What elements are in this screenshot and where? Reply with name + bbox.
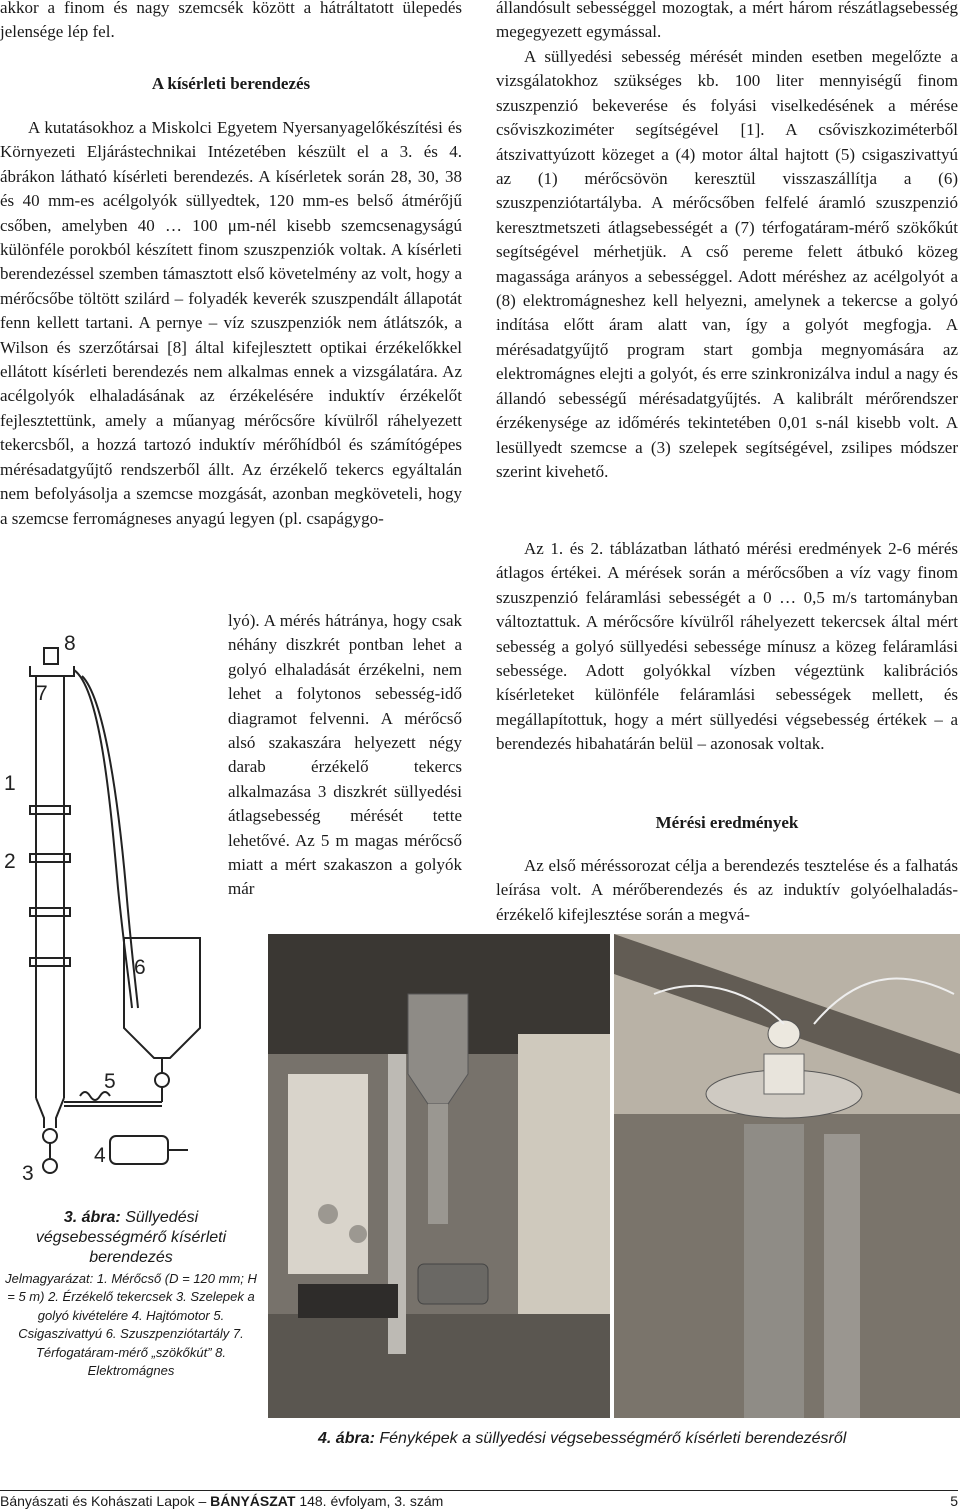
footer-journal-name: Bányászati és Kohászati Lapok – <box>0 1493 207 1509</box>
paragraph-right-3: Az 1. és 2. táblázatban látható mérési eredmények 2-6 mérés átlagos értékei. A mérések során a mérőcsőben a víz vagy finom szuszpenzió feláramlási sebességét a 0 … 0,5 m/s tartományban változtattuk. A mérőcsőre kívülről ráhelyezett tekercsek által mért sebesség a golyó süllyedési sebessége mínusz a közeg feláramlási sebessége. Adott golyókkal vízben végeztünk kalibrációs kísérleteket különféle feláramlási sebességek mellett, és megállapítottuk, hogy a mért süllyedési végsebesség értékek – a berendezés hibahatárán belül – azonosak voltak. <box>496 539 958 754</box>
footer-issue: 148. évfolyam, 3. szám <box>299 1493 444 1509</box>
diagram-label-1: 1 <box>4 772 16 795</box>
figure-3-caption <box>0 1208 262 1380</box>
page-number: 5 <box>950 1493 958 1509</box>
section-heading-apparatus: A kísérleti berendezés <box>151 74 311 93</box>
figure-3-caption-text: Süllyedési végsebességmérő kísérleti berendezés <box>35 1209 227 1266</box>
paragraph-intro: akkor a finom és nagy szemcsék között a hátráltatott ülepedés jelensége lép fel. <box>0 0 462 42</box>
screw-pump-shape <box>80 1092 110 1100</box>
paragraph-apparatus-wrap: lyó). A mérés hátránya, hogy csak néhány diszkrét pontban lehet a golyó elhaladását érzékelni, nem lehet a folytonos sebesség-idő diagramot felvenni. A mérőcső alsó szakaszára helyezett négy darab érzékelő tekercs alkalmazása 3 diszkrét süllyedési átlagsebesség mérését tette lehetővé. Az 5 m magas mérőcső miatt a mért szakaszon a golyók már <box>228 611 462 899</box>
paragraph-right-4: Az első méréssorozat célja a berendezés tesztelése és a falhatás leírása volt. A mérőberendezés és az induktív golyóelhaladás-érzékelő kifejlesztése során a megvá- <box>496 856 958 924</box>
electromagnet-shape <box>44 648 58 664</box>
figure-4-caption-text: Fényképek a süllyedési végsebességmérő kísérleti berendezésről <box>379 1430 847 1447</box>
diagram-label-7: 7 <box>36 682 48 705</box>
diagram-label-2: 2 <box>4 850 16 873</box>
figure-4-caption-label: 4. ábra: <box>318 1430 375 1447</box>
figure-4-caption <box>318 1430 846 1448</box>
figure-3-legend: Jelmagyarázat: 1. Mérőcső (D = 120 mm; H = 5 m) 2. Érzékelő tekercsek 3. Szelepek a golyó kivételére 4. Hajtómotor 5. Csigaszivattyú 6. Szuszpenziótartály 7. Térfogatáram-mérő „szökőkút” 8. Elektromágnes <box>5 1271 257 1379</box>
diagram-label-3: 3 <box>22 1162 34 1185</box>
figure-3-caption-label: 3. ábra: <box>63 1209 121 1226</box>
fountain-shape <box>30 666 74 676</box>
figure-3-caption-title <box>0 1208 262 1268</box>
section-heading-results: Mérési eredmények <box>655 813 799 832</box>
paragraph-right-2: A süllyedési sebesség mérését minden esetben megelőzte a vizsgálatokhoz szükséges kb. 100 liter mennyiségű finom szuszpenzió bekeverése és folyási viselkedésének a mérése csőviszkoziméter segítségével [1]. A csőviszkoziméterből átszivattyúzott közeget a (4) motor által hajtott (5) csigaszivattyú az (1) mérőcsövön keresztül visszaszállítja a (6) szuszpenziótartályba. A mérőcsőben felfelé áramló szuszpenzió keresztmetszeti átlagsebességét a (7) térfogatáram-mérő szökőkút segítségével mérhetjük. A cső pereme felett átbukó közeg magassága arányos a sebességgel. Adott méréshez az acélgolyót a (8) elektromágneshez kell helyezni, amelynek a tekercse a golyó indítása előtt áram alatt van, így a golyót megfogja. A mérésadatgyűjtő program start gombja megnyomására az elektromágnes elejti a golyót, és erre szinkronizálva indul a nagy és állandó sebességű mérésadatgyűjtés. A kalibrált mérőrendszer érzékenysége az időmérés tekintetében 0,01 s-nál kisebb volt. A lesüllyedt szemcse a (3) szelepek segítségével, zsilipes módszer szerint kivehető. <box>496 47 958 481</box>
diagram-label-6: 6 <box>134 956 146 979</box>
footer-journal-section: BÁNYÁSZAT <box>210 1493 296 1509</box>
diagram-label-4: 4 <box>94 1144 106 1167</box>
photo-fountain-top <box>614 934 960 1418</box>
paragraph-apparatus: A kutatásokhoz a Miskolci Egyetem Nyersanyagelőkészítési és Környezeti Eljárástechnikai Intézetében készült el a 3. és 4. ábrákon látható kísérleti berendezés. A kísérletek során 28, 30, 38 és 40 mm-es acélgolyók süllyedtek, 120 mm-es belső átmérőjű csőben, amelyben 40 … 100 μm-nél kisebb szemcsenagyságú különféle porokból készített finom szuszpenziók voltak. A kísérleti berendezéssel szemben támasztott első követelmény az volt, hogy a mérőcsőbe töltött szilárd – folyadék keverék szuszpendált állapotát fenn kellett tartani. A pernye – víz szuszpenziók nem átlátszók, a Wilson és szerzőtársai [8] által kifejlesztett optikai érzékelőkkel ellátott kísérleti berendezés nem alkalmas ennek a vizsgálatára. Az acélgolyók elhaladásának az érzékelésére induktív érzékelőt fejlesztettünk, amely a műanyag mérőcsőre kívülről ráhelyezett tekercsből, a hozzá tartozó induktív mérőhídból és számítógépes mérésadatgyűjtő rendszerből állt. Az érzékelő tekercs egyáltalán nem befolyásolja a szemcse mozgását, azonban megköveteli, hogy a szemcse ferromágneses anyagú legyen (pl. csapágygo- <box>0 118 462 528</box>
photo-apparatus-room <box>268 934 610 1418</box>
apparatus-schematic-diagram <box>0 628 226 1188</box>
paragraph-right-1: állandósult sebességgel mozogtak, a mért három részátlagsebesség megegyezett egymással. <box>496 0 958 42</box>
diagram-label-8: 8 <box>64 632 76 655</box>
diagram-label-5: 5 <box>104 1070 116 1093</box>
page-footer <box>0 1490 958 1509</box>
motor-shape <box>110 1136 168 1164</box>
footer-journal <box>0 1493 443 1509</box>
